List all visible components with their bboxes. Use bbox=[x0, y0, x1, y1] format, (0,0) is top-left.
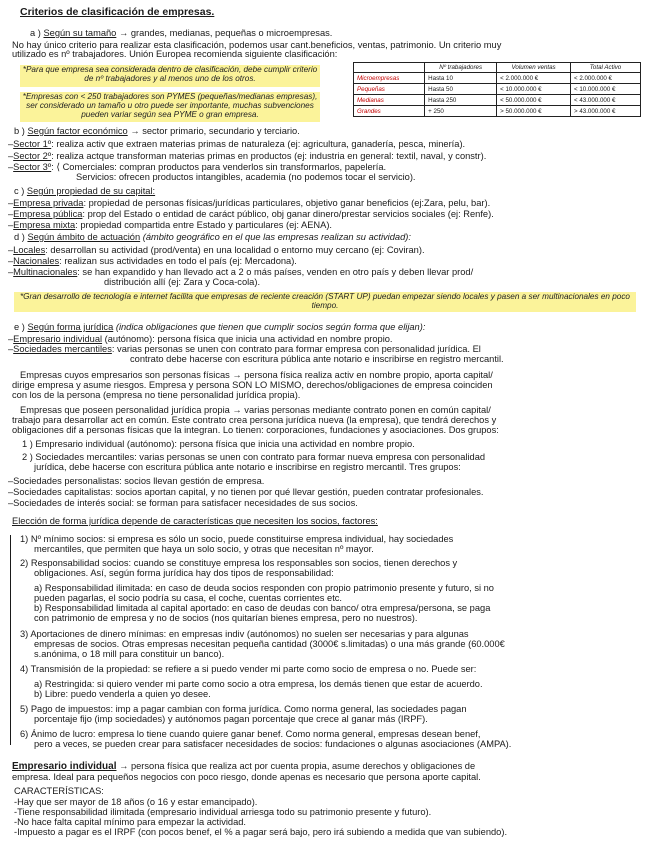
individual-entrepreneur-text: (autónomo): persona física que inicia una actividad en nombre propio. bbox=[104, 334, 393, 344]
sector-3-item: –Sector 3º: ⟨ Comerciales: compran productos para venderlos sin transformarlos, papelería. bbox=[8, 162, 387, 172]
local-text: : desarrollan su actividad (prod/venta) en una localidad o entorno muy cercano (ej: Coviran). bbox=[45, 245, 425, 255]
factor-5-text-2: porcentaje fijo (imp sociedades) y autónomos pagan porcentaje que crece al ganar más (IRPF). bbox=[34, 714, 428, 724]
table-cell: > 43.000.000 € bbox=[570, 106, 640, 117]
note-size-criteria: *Para que empresa sea considerada dentro de clasificación, debe cumplir criterio de nº trabajadores y al menos uno de los otros. bbox=[20, 65, 320, 87]
private-company-label: Empresa privada bbox=[13, 198, 84, 208]
table-cell: Medianas bbox=[354, 95, 425, 106]
table-row bbox=[354, 73, 641, 84]
section-e-rest: (indica obligaciones que tienen que cumplir socios según forma que elijan): bbox=[115, 322, 426, 332]
note-startups: *Gran desarrollo de tecnología e internet facilita que empresas de reciente creación (START UP) puedan empezar siendo locales y pasen a ser multinacionales en poco tiempo. bbox=[14, 292, 636, 312]
sector-1-label: Sector 1º bbox=[13, 139, 52, 149]
section-c-title: Según propiedad de su capital: bbox=[26, 186, 156, 196]
mercantile-societies-label: Sociedades mercantiles bbox=[13, 344, 112, 354]
section-c-heading bbox=[14, 186, 155, 196]
table-header: Total Activo bbox=[570, 63, 640, 73]
section-a-rest: → grandes, medianas, pequeñas o microempresas. bbox=[118, 28, 333, 38]
section-e-heading bbox=[14, 322, 425, 332]
group-1-text: 1 ) Empresario individual (autónomo): persona física que inicia una actividad en nombre propio. bbox=[22, 439, 415, 449]
factor-2-text-3: a) Responsabilidad ilimitada: en caso de deuda socios responden con propio patrimonio presente y futuro, si no bbox=[34, 583, 494, 593]
factor-3-text-2: empresas de socios. Otras empresas necesitan pequeña cantidad (3000€ s.limitadas) o una más grande (60.000€ bbox=[34, 639, 505, 649]
national-label: Nacionales bbox=[13, 256, 60, 266]
sector-2-text: : realiza actque transforman materias primas en productos (ej: industria en general: textil, naval, y constr). bbox=[51, 151, 487, 161]
section-d-rest: (ámbito geográfico en el que las empresas realizan su actividad): bbox=[142, 232, 411, 242]
characteristic-1: -Hay que ser mayor de 18 años (o 16 y estar emancipado). bbox=[14, 797, 258, 807]
table-row bbox=[354, 106, 641, 117]
characteristic-2: -Tiene responsabilidad ilimitada (empresario individual arriesga todo su patrimonio presente y futuro). bbox=[14, 807, 432, 817]
sector-3-label: Sector 3º bbox=[13, 162, 52, 172]
section-a-heading bbox=[30, 28, 332, 38]
factor-3-text-3: s.anónima, o 18 mill para constituir un banco). bbox=[34, 649, 225, 659]
sector-1-text: : realiza activ que extraen materias primas de naturaleza (ej: agricultura, ganadería, pesca, minería). bbox=[51, 139, 466, 149]
section-d-prefix: d ) bbox=[14, 232, 25, 242]
table-header: Volumen ventas bbox=[497, 63, 571, 73]
individual-entrepreneur-item: –Empresario individual (autónomo): persona física que inicia una actividad en nombre propio. bbox=[8, 334, 393, 344]
factors-bracket-line bbox=[10, 535, 11, 745]
factor-5-text-1: 5) Pago de impuestos: imp a pagar cambian con forma jurídica. Como norma general, las sociedades pagan bbox=[20, 704, 467, 714]
legal-persons-text-2: trabajo para desarrollar act en común. Este contrato crea persona jurídica nueva (la empresa), que tendrá derechos y bbox=[12, 415, 497, 425]
multinational-text-2: distribución allí (ej: Zara y Coca-cola). bbox=[104, 277, 261, 287]
section-a-prefix: a ) bbox=[30, 28, 41, 38]
public-company-text: : prop del Estado o entidad de caráct público, obj ganar dinero/prestar servicios sociales (ej: Renfe). bbox=[82, 209, 494, 219]
mercantile-societies-text-2: contrato debe hacerse con escritura pública ante notario e inscribirse en registro mercantil. bbox=[130, 354, 504, 364]
group-2-text-2: jurídica, debe hacerse con escritura pública ante notario e inscribirse en registro mercantil. Tres grupos: bbox=[34, 462, 461, 472]
factor-2-text-6: con patrimonio de empresa y no de socios (nos quitarían bienes empresa, pero no nuestros). bbox=[34, 613, 418, 623]
legal-persons-text-1: Empresas que poseen personalidad jurídica propia → varias personas mediante contrato ponen en común capital/ bbox=[20, 405, 491, 415]
section-b-heading bbox=[14, 126, 300, 136]
private-company-item: –Empresa privada: propiedad de personas físicas/jurídicas particulares, objetivo ganar beneficios (ej:Zara, pelu, bar). bbox=[8, 198, 491, 208]
factor-6-text-1: 6) Ánimo de lucro: empresa lo tiene cuando quiere ganar benef. Como norma general, empresas desean benef, bbox=[20, 729, 481, 739]
table-cell: Grandes bbox=[354, 106, 425, 117]
factor-6-text-2: pero a veces, se pueden crear para satisfacer necesidades de socios: fundaciones o algunas asociaciones (AMPA). bbox=[34, 739, 512, 749]
mixed-company-item: –Empresa mixta: propiedad compartida entre Estado y particulares (ej: AENA). bbox=[8, 220, 332, 230]
mercantile-societies-item: –Sociedades mercantiles: varias personas se unen con contrato para formar empresa con personalidad jurídica. El bbox=[8, 344, 481, 354]
factor-2-text-1: 2) Responsabilidad socios: cuando se constituye empresa los responsables son socios, tienen derechos y bbox=[20, 558, 458, 568]
characteristics-heading: CARACTERÍSTICAS: bbox=[14, 786, 104, 796]
table-cell: Pequeñas bbox=[354, 84, 425, 95]
social-interest-societies-item: –Sociedades de interés social: se forman para satisfacer necesidades de sus socios. bbox=[8, 498, 358, 508]
factor-4-text-3: b) Libre: puedo venderla a quien yo desee. bbox=[34, 689, 211, 699]
mixed-company-text: : propiedad compartida entre Estado y particulares (ej: AENA). bbox=[75, 220, 332, 230]
note-pymes: *Empresas con < 250 trabajadores son PYMES (pequeñas/medianas empresas), ser considerado un tamaño u otro puede ser importante, muchas subvenciones pueden variar según sea PYME o gran empresa. bbox=[20, 92, 320, 122]
group-2-text-1: 2 ) Sociedades mercantiles: varias personas se unen con contrato para formar nueva empresa con personalidad bbox=[22, 452, 486, 462]
table-cell: < 50.000.000 € bbox=[497, 95, 571, 106]
factor-2-text-4: pueden pagarlas, el socio podría su casa, el coche, cuentas corrientes etc. bbox=[34, 593, 343, 603]
table-cell: > 50.000.000 € bbox=[497, 106, 571, 117]
mixed-company-label: Empresa mixta bbox=[13, 220, 76, 230]
capital-societies-item: –Sociedades capitalistas: socios aportan capital, y no tienen por qué llevar gestión, pueden contratar profesionales. bbox=[8, 487, 484, 497]
section-b-prefix: b ) bbox=[14, 126, 25, 136]
factor-2-text-5: b) Responsabilidad limitada al capital aportado: en caso de deudas con banco/ otra empresa/persona, se paga bbox=[34, 603, 491, 613]
characteristic-3: -No hace falta capital mínimo para empezar la actividad. bbox=[14, 817, 247, 827]
factor-2-text-2: obligaciones. Así, según forma jurídica hay dos tipos de responsabilidad: bbox=[34, 568, 334, 578]
factor-3-text-1: 3) Aportaciones de dinero mínimas: en empresas indiv (autónomos) no suelen ser necesarias y para algunas bbox=[20, 629, 469, 639]
table-cell: Hasta 10 bbox=[425, 73, 497, 84]
sector-3-services: Servicios: ofrecen productos intangibles, academia (no podemos tocar el servicio). bbox=[76, 172, 416, 182]
table-cell: < 10.000.000 € bbox=[570, 84, 640, 95]
page-title: Criterios de clasificación de empresas. bbox=[20, 6, 215, 18]
personal-societies-text: Sociedades personalistas: socios llevan gestión de empresa. bbox=[13, 476, 265, 486]
mercantile-societies-text: : varias personas se unen con contrato para formar empresa con personalidad jurídica. El bbox=[111, 344, 481, 354]
multinational-text: : se han expandido y han llevado act a 2 o más países, venden en otro país y deben llevar prod/ bbox=[77, 267, 474, 277]
physical-persons-text-1: Empresas cuyos empresarios son personas físicas → persona física realiza activ en nombre propio, aporta capital/ bbox=[20, 370, 493, 380]
section-e-prefix: e ) bbox=[14, 322, 25, 332]
physical-persons-text-3: con los de la persona (empresa no tiene personalidad jurídica propia). bbox=[12, 390, 301, 400]
table-cell: + 250 bbox=[425, 106, 497, 117]
section-b-rest: → sector primario, secundario y terciario. bbox=[130, 126, 300, 136]
table-row bbox=[354, 95, 641, 106]
section-d-heading bbox=[14, 232, 411, 242]
table-cell: < 43.000.000 € bbox=[570, 95, 640, 106]
factor-4-text-2: a) Restringida: si quiero vender mi parte como socio a otra empresa, los demás tienen que estar de acuerdo. bbox=[34, 679, 483, 689]
individual-entrepreneur-heading bbox=[12, 761, 475, 772]
individual-entrepreneur-def-2: empresa. Ideal para pequeños negocios con poco riesgo, donde apenas es necesario que persona aporte capital. bbox=[12, 772, 481, 782]
national-item: –Nacionales: realizan sus actividades en todo el país (ej: Mercadona). bbox=[8, 256, 297, 266]
private-company-text: : propiedad de personas físicas/jurídicas particulares, objetivo ganar beneficios (ej:Zara, pelu, bar). bbox=[83, 198, 491, 208]
individual-entrepreneur-title: Empresario individual bbox=[12, 761, 117, 772]
factor-1-text-2: mercantiles, que permiten que haya un solo socio, y otras que necesitan nº mayor. bbox=[34, 544, 374, 554]
legal-persons-text-3: obligaciones dif a personas físicas que la integran. Lo tienen: corporaciones, fundaciones y asociaciones. Dos grupos: bbox=[12, 425, 499, 435]
multinational-item: –Multinacionales: se han expandido y han llevado act a 2 o más países, venden en otro país y deben llevar prod/ bbox=[8, 267, 474, 277]
section-d-title: Según ámbito de actuación bbox=[27, 232, 141, 242]
individual-entrepreneur-label: Empresario individual bbox=[13, 334, 103, 344]
public-company-item: –Empresa pública: prop del Estado o entidad de caráct público, obj ganar dinero/prestar servicios sociales (ej: Renfe). bbox=[8, 209, 494, 219]
individual-entrepreneur-def-1: → persona física que realiza act por cuenta propia, asume derechos y obligaciones de bbox=[119, 761, 476, 771]
sector-1-item: –Sector 1º: realiza activ que extraen materias primas de naturaleza (ej: agricultura, ganadería, pesca, minería). bbox=[8, 139, 466, 149]
sector-3-commercial: Comerciales: compran productos para venderlos sin transformarlos, papelería. bbox=[62, 162, 387, 172]
section-a-text-1: No hay único criterio para realizar esta clasificación, podemos usar cant.beneficios, ventas, patrimonio. Un criterio muy bbox=[12, 40, 502, 50]
capital-societies-text: Sociedades capitalistas: socios aportan capital, y no tienen por qué llevar gestión, pueden contratar profesionales. bbox=[13, 487, 484, 497]
table-cell: < 2.000.000 € bbox=[497, 73, 571, 84]
characteristic-4: -Impuesto a pagar es el IRPF (con pocos benef, el % a pagar será bajo, pero irá subiendo a medida que van subiendo). bbox=[14, 827, 508, 837]
local-item: –Locales: desarrollan su actividad (prod/venta) en una localidad o entorno muy cercano (ej: Coviran). bbox=[8, 245, 425, 255]
physical-persons-text-2: dirige empresa y asume riesgos. Empresa y persona SON LO MISMO, derechos/obligaciones de empresa coinciden bbox=[12, 380, 493, 390]
social-interest-societies-text: Sociedades de interés social: se forman para satisfacer necesidades de sus socios. bbox=[13, 498, 358, 508]
table-cell: < 2.000.000 € bbox=[570, 73, 640, 84]
section-e-title: Según forma jurídica bbox=[27, 322, 114, 332]
factor-4-text-1: 4) Transmisión de la propiedad: se refiere a si puedo vender mi parte como socio de empresa o no. Puede ser: bbox=[20, 664, 477, 674]
factor-1-text-1: 1) Nº mínimo socios: si empresa es sólo un socio, puede constituirse empresa individual, hay sociedades bbox=[20, 534, 454, 544]
national-text: : realizan sus actividades en todo el país (ej: Mercadona). bbox=[59, 256, 297, 266]
table-cell: Microempresas bbox=[354, 73, 425, 84]
personal-societies-item: –Sociedades personalistas: socios llevan gestión de empresa. bbox=[8, 476, 265, 486]
table-header bbox=[354, 63, 425, 73]
sector-2-label: Sector 2º bbox=[13, 151, 52, 161]
table-cell: Hasta 50 bbox=[425, 84, 497, 95]
table-cell: Hasta 250 bbox=[425, 95, 497, 106]
table-header: Nº trabajadores bbox=[425, 63, 497, 73]
table-row bbox=[354, 84, 641, 95]
public-company-label: Empresa pública bbox=[13, 209, 83, 219]
section-a-text-2: utilizado es nº trabajadores. Unión Europea recomienda siguiente clasificación: bbox=[12, 49, 338, 59]
table-cell: < 10.000.000 € bbox=[497, 84, 571, 95]
legal-form-choice-heading: Elección de forma jurídica depende de características que necesiten los socios, factores: bbox=[12, 516, 378, 526]
section-b-title: Según factor económico bbox=[27, 126, 128, 136]
section-a-title: Según su tamaño bbox=[43, 28, 117, 38]
section-c-prefix: c ) bbox=[14, 186, 25, 196]
sector-2-item: –Sector 2º: realiza actque transforman materias primas en productos (ej: industria en general: textil, naval, y constr). bbox=[8, 151, 487, 161]
table-header-row bbox=[354, 63, 641, 73]
multinational-label: Multinacionales bbox=[13, 267, 78, 277]
local-label: Locales bbox=[13, 245, 46, 255]
size-classification-table bbox=[353, 62, 641, 117]
